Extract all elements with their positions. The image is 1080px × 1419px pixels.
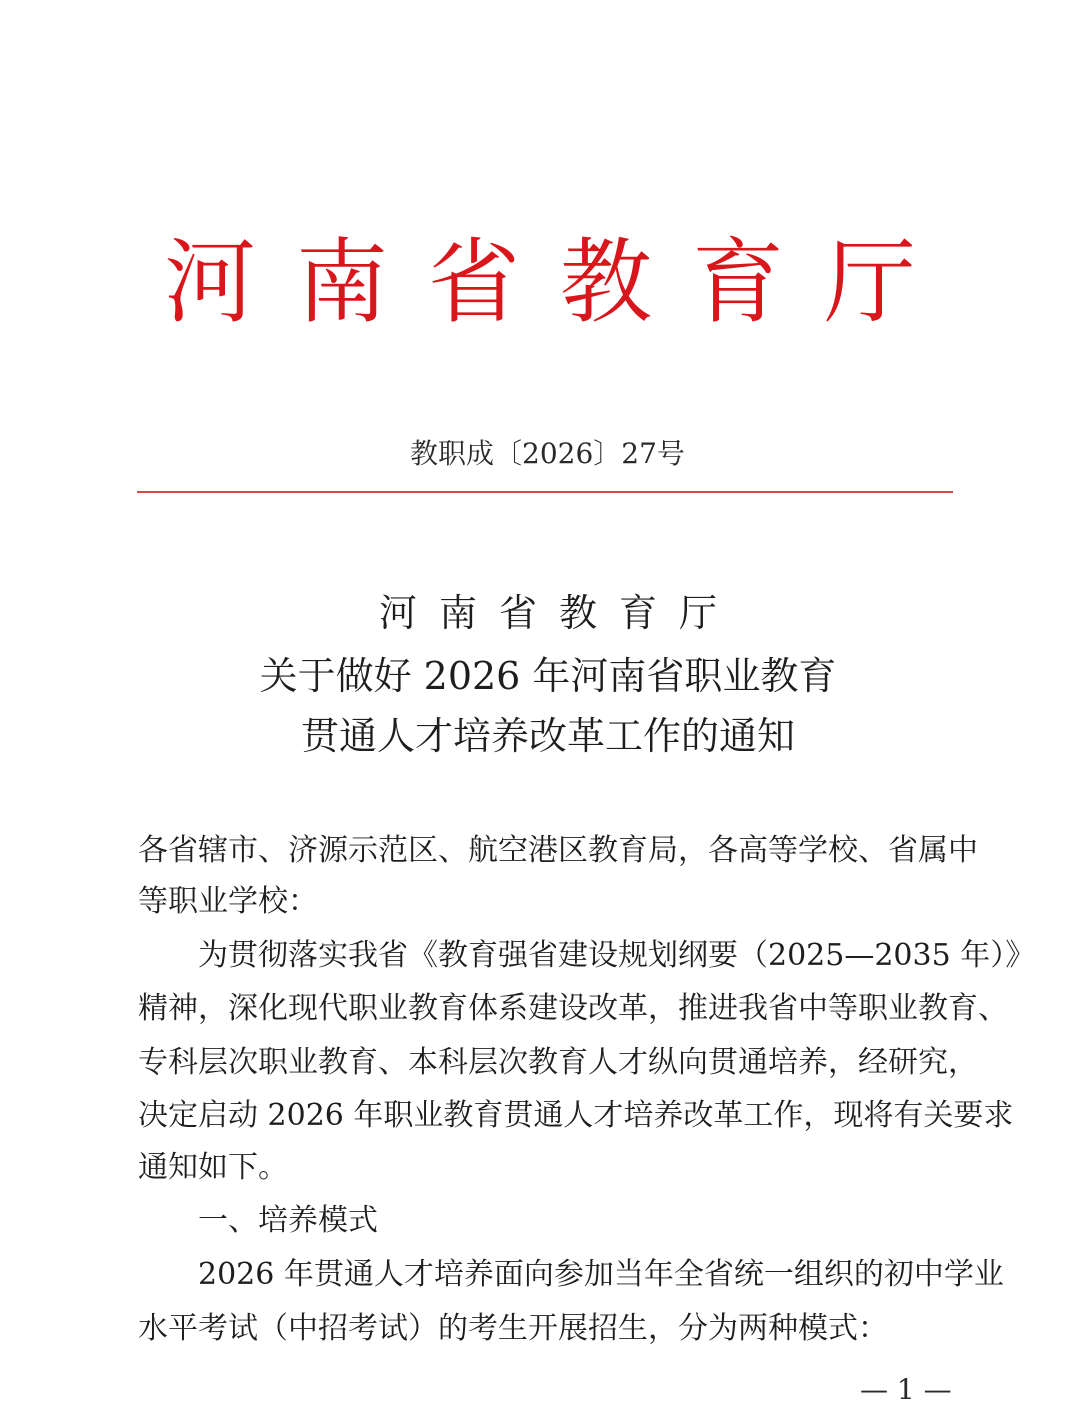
section-heading: 一、培养模式 xyxy=(138,1203,378,1238)
body-line: 等职业学校： xyxy=(138,884,318,919)
page-number: — 1 — xyxy=(860,1373,952,1406)
issuer-header: 河南省教育厅 xyxy=(163,229,956,336)
title-line-3: 贯通人才培养改革工作的通知 xyxy=(300,714,795,758)
body-line: 2026 年贯通人才培养面向参加当年全省统一组织的初中学业 xyxy=(138,1257,1004,1292)
body-line: 决定启动 2026 年职业教育贯通人才培养改革工作，现将有关要求 xyxy=(138,1098,1014,1133)
body-line: 通知如下。 xyxy=(138,1150,288,1185)
title-line-1: 河南省教育厅 xyxy=(378,591,739,635)
title-line-2: 关于做好 2026 年河南省职业教育 xyxy=(259,654,837,698)
body-line: 专科层次职业教育、本科层次教育人才纵向贯通培养，经研究， xyxy=(138,1045,978,1080)
body-line: 各省辖市、济源示范区、航空港区教育局，各高等学校、省属中 xyxy=(138,833,978,868)
body-line: 精神，深化现代职业教育体系建设改革，推进我省中等职业教育、 xyxy=(138,991,1008,1026)
red-divider xyxy=(137,491,953,493)
body-line: 为贯彻落实我省《教育强省建设规划纲要（2025—2035 年）》 xyxy=(138,938,1036,973)
body-line: 水平考试（中招考试）的考生开展招生，分为两种模式： xyxy=(138,1311,888,1346)
document-number: 教职成〔2026〕27号 xyxy=(410,437,685,470)
